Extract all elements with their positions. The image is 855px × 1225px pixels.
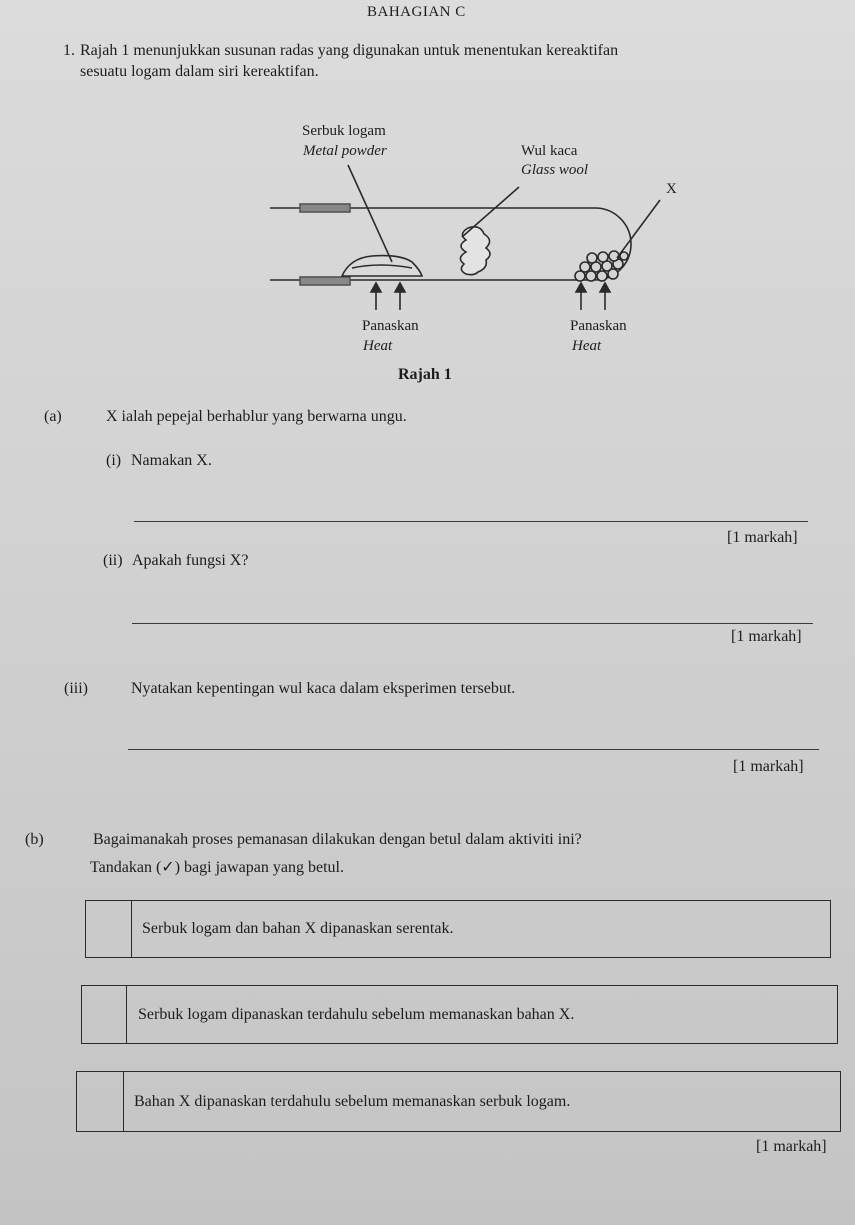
heat-left-label-en: Heat — [363, 338, 393, 354]
part-a-i-question: Namakan X. — [131, 452, 212, 469]
delivery-tube-top — [300, 204, 350, 212]
apparatus-diagram — [0, 0, 855, 400]
part-b-instruction: Tandakan (✓) bagi jawapan yang betul. — [90, 859, 344, 876]
heat-arrows — [371, 283, 610, 310]
part-a-iii-question: Nyatakan kepentingan wul kaca dalam eksperimen tersebut. — [131, 680, 516, 697]
option-1-tick-box[interactable] — [86, 901, 132, 957]
heat-right-label-en: Heat — [572, 338, 602, 354]
option-2-tick-box[interactable] — [82, 986, 127, 1043]
part-a-label: (a) — [44, 408, 62, 425]
heat-left-label: Panaskan — [362, 318, 419, 334]
delivery-tube-bottom — [300, 277, 350, 285]
part-a-i-marks: [1 markah] — [727, 529, 798, 546]
option-3-tick-box[interactable] — [77, 1072, 124, 1131]
section-title: BAHAGIAN C — [367, 4, 466, 20]
option-box-2[interactable] — [81, 985, 838, 1044]
crystals-x — [575, 251, 628, 281]
x-label: X — [666, 181, 677, 197]
glass-wool-leader — [462, 187, 519, 237]
glass-wool-label-en: Glass wool — [521, 162, 589, 178]
diagram-caption: Rajah 1 — [398, 366, 452, 383]
answer-line-a-iii[interactable] — [128, 749, 819, 750]
boiling-tube — [270, 208, 631, 280]
heat-right-label: Panaskan — [570, 318, 627, 334]
question-intro-line2: sesuatu logam dalam siri kereaktifan. — [80, 63, 319, 80]
part-b-marks: [1 markah] — [756, 1138, 827, 1155]
metal-powder-leader — [348, 165, 392, 262]
option-2-text: Serbuk logam dipanaskan terdahulu sebelum memanaskan bahan X. — [138, 1005, 575, 1023]
answer-line-a-i[interactable] — [134, 521, 808, 522]
metal-powder-label-en: Metal powder — [303, 143, 387, 159]
question-intro-line1: Rajah 1 menunjukkan susunan radas yang digunakan untuk menentukan kereaktifan — [80, 42, 619, 59]
part-b-label: (b) — [25, 831, 44, 848]
part-a-statement: X ialah pepejal berhablur yang berwarna ungu. — [106, 408, 407, 425]
part-b-question: Bagaimanakah proses pemanasan dilakukan dengan betul dalam aktiviti ini? — [93, 831, 582, 848]
part-a-i-label: (i) — [106, 452, 122, 469]
part-a-ii-marks: [1 markah] — [731, 628, 802, 645]
option-box-3[interactable] — [76, 1071, 841, 1132]
option-1-text: Serbuk logam dan bahan X dipanaskan serentak. — [142, 920, 454, 937]
option-3-text: Bahan X dipanaskan terdahulu sebelum memanaskan serbuk logam. — [134, 1092, 571, 1110]
part-a-ii-label: (ii) — [103, 552, 123, 569]
glass-wool-label: Wul kaca — [521, 143, 578, 159]
part-a-iii-label: (iii) — [64, 680, 88, 697]
x-leader — [617, 200, 660, 258]
option-box-1[interactable] — [85, 900, 831, 958]
answer-line-a-ii[interactable] — [132, 623, 813, 624]
part-a-ii-question: Apakah fungsi X? — [132, 552, 249, 569]
metal-powder-label: Serbuk logam — [302, 123, 386, 139]
question-number: 1. — [63, 42, 75, 59]
part-a-iii-marks: [1 markah] — [733, 758, 804, 775]
